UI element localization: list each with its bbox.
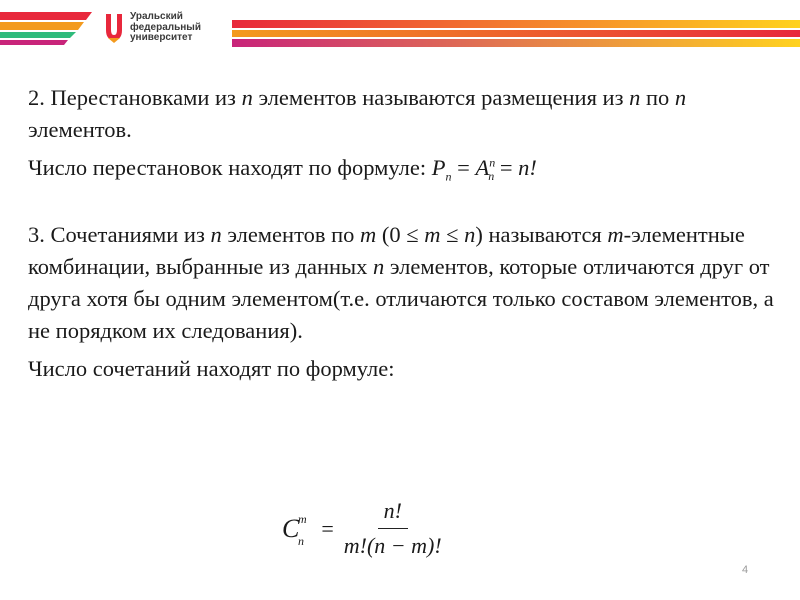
combination-formula — [282, 498, 442, 559]
superscript: n — [489, 155, 496, 170]
text: 3. Сочетаниями из — [28, 222, 211, 248]
var-m: m — [360, 222, 377, 248]
text: -элементные комбинации, выбранные из данных — [28, 222, 745, 280]
subscript: n — [488, 169, 495, 184]
var-n: n — [629, 85, 641, 110]
fraction — [344, 498, 442, 559]
slide-content — [28, 82, 778, 385]
var-n: n — [373, 254, 385, 280]
paragraph-permutations — [28, 82, 778, 146]
numerator: n! — [378, 498, 408, 529]
equals: = — [321, 515, 334, 541]
text: элементов. — [28, 116, 132, 142]
page-number: 4 — [742, 564, 749, 576]
symbol-A: A — [475, 154, 490, 180]
text: (0 ≤ — [376, 222, 425, 248]
logo-line-3: университет — [130, 32, 193, 43]
text: элементов по — [221, 222, 361, 248]
text: ≤ — [440, 222, 465, 248]
urfu-mark-icon — [104, 12, 124, 44]
var-n: n — [674, 85, 687, 110]
paragraph-combination-formula-intro: Число сочетаний находят по формуле: — [28, 356, 395, 382]
text: элементов, которые отличаются друг от друга хотя бы одним элементом(т.е. отличаются только составом элементов, а не порядком их следования). — [28, 254, 774, 344]
equals: = — [494, 154, 519, 180]
subscript: n — [445, 169, 452, 184]
logo-stripes-right — [232, 20, 800, 48]
header-banner — [0, 0, 800, 50]
text: ) называются — [475, 222, 608, 248]
permutation-formula — [431, 154, 537, 184]
denominator: m!(n − m)! — [343, 533, 442, 558]
text: 2. Перестановками из — [28, 85, 242, 110]
logo-line-2: федеральный — [130, 21, 201, 33]
logo-text — [130, 12, 201, 44]
factorial: n! — [518, 154, 537, 180]
var-n: n — [241, 85, 253, 110]
paragraph-permutation-formula — [28, 152, 778, 186]
text: по — [640, 85, 675, 110]
var-m: m — [424, 222, 441, 248]
symbol-C — [282, 511, 307, 548]
subscript: n — [298, 533, 304, 548]
equals: = — [451, 154, 476, 180]
text: элементов называются размещения из — [252, 85, 630, 110]
paragraph-combinations — [28, 219, 778, 347]
logo-stripes-left — [0, 10, 92, 46]
var-m: m — [607, 222, 624, 248]
var-n: n — [464, 222, 476, 248]
symbol-C-letter: C — [282, 513, 300, 543]
university-logo — [104, 12, 222, 46]
symbol-P: P — [431, 154, 446, 180]
logo-line-1: Уральский — [130, 11, 183, 22]
superscript: m — [298, 511, 307, 526]
var-n: n — [210, 222, 222, 248]
text: Число перестановок находят по формуле: — [28, 154, 432, 180]
